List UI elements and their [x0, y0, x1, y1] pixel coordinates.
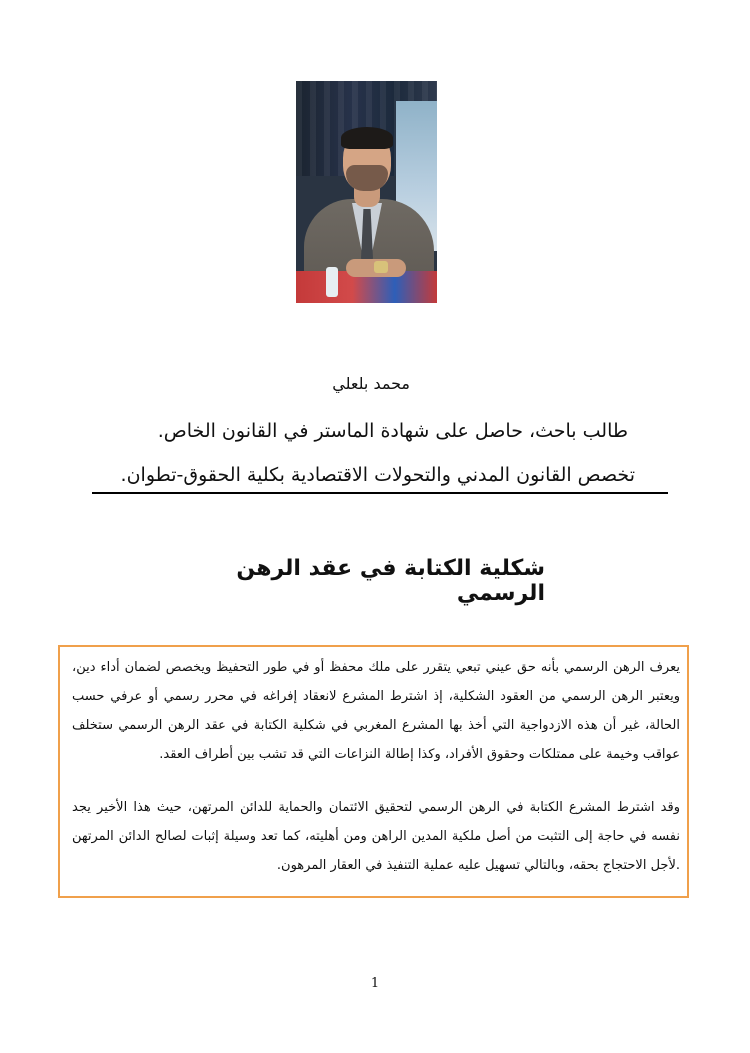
paragraph: وقد اشترط المشرع الكتابة في الرهن الرسمي لتحقيق الائتمان والحماية للدائن المرتهن، حيث هذا الأخير يجد نفسه في حاجة إلى التثبت من أصل ملكية المدين الراهن ومن أهليته، كما تعد وسيلة إثبات لصالح الدائن المرتهن .لأجل الاحتجاج بحقه، وبالتالي تسهيل عليه عملية التنفيذ في العقار المرهون. — [72, 800, 680, 873]
page-number: 1 — [370, 976, 380, 991]
photo-watch — [374, 261, 388, 273]
photo-bottle — [326, 267, 338, 297]
author-name: محمد بلعلي — [332, 374, 410, 393]
author-photo — [296, 81, 437, 303]
paragraph: يعرف الرهن الرسمي بأنه حق عيني تبعي يتقرر على ملك محفظ أو في طور التحفيظ ويخصص لضمان أداء دين، ويعتبر الرهن الرسمي من العقود الشكلية، إذ اشترط المشرع لانعقاد إفراغه في محرر رسمي أو عرفي حسب الحالة، غير أن هذه الازدواجية التي أخذ بها المشرع المغربي في شكلية الكتابة في عقد الرهن الرسمي ستخلف عواقب وخيمة على ممتلكات وحقوق الأفراد، وكذا إطالة النزاعات التي قد تشب بين أطراف العقد. — [72, 660, 680, 762]
author-degree: طالب باحث، حاصل على شهادة الماستر في القانون الخاص. — [157, 420, 628, 442]
photo-hair — [341, 127, 393, 149]
photo-beard — [346, 165, 388, 191]
divider — [92, 492, 668, 494]
author-specialization: تخصص القانون المدني والتحولات الاقتصادية بكلية الحقوق-تطوان. — [120, 464, 635, 486]
article-title: شكلية الكتابة في عقد الرهن الرسمي — [236, 556, 545, 606]
